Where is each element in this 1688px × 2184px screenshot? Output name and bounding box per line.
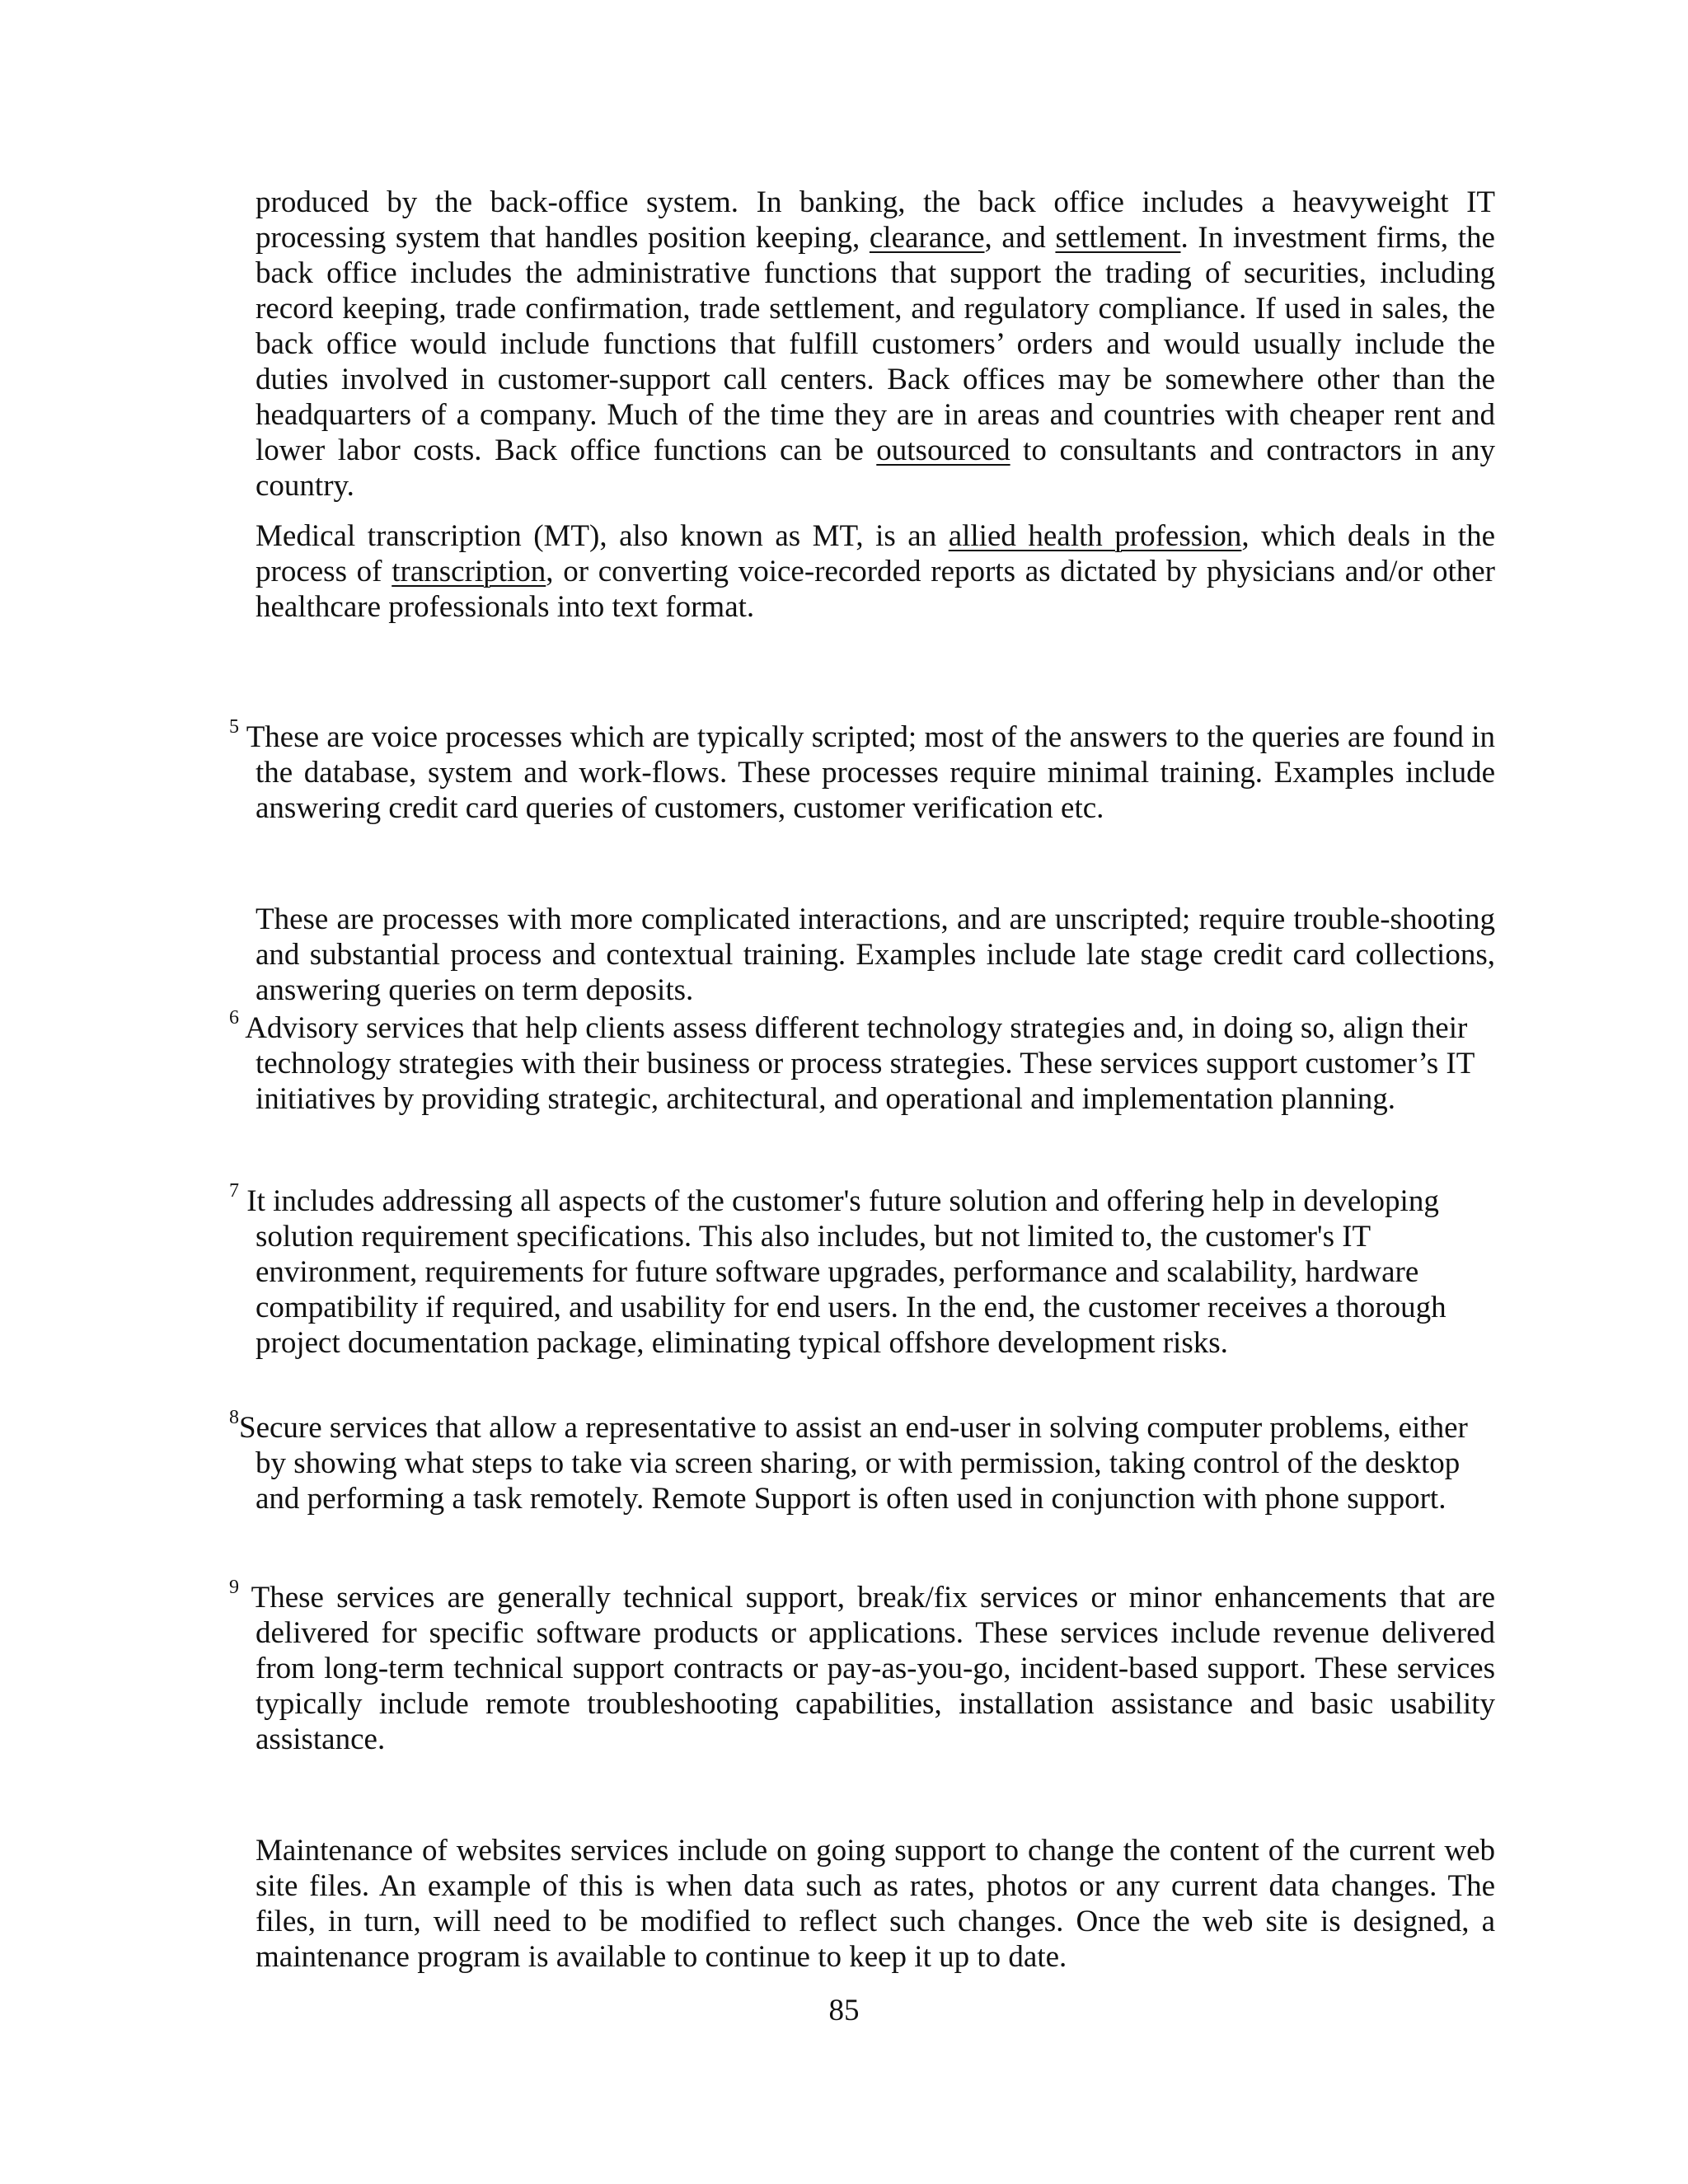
paragraph-back-office [256, 185, 1495, 504]
footnote-8 [229, 1380, 1495, 1547]
footnote-text: Advisory services that help clients assess different technology strategies and, in doing so, align their technology strategies with their business or process strategies. These services support customer’s IT initiatives by providing strategic, architectural, and operational and implementation planning. [239, 1011, 1475, 1116]
footnote-7 [229, 1153, 1495, 1391]
text-run: to consultants and contractors in any country. [256, 434, 1495, 503]
footnote-9-paragraph-2: Maintenance of websites services include on going support to change the content of the current web site files. An example of this is when data such as rates, photos or any current data changes. The files, in turn, will need to be modified to reflect such changes. Once the web site is designed, a maintenance program is available to continue to keep it up to date. [256, 1834, 1495, 1974]
footnote-marker: 8 [229, 1406, 239, 1428]
footnote-marker: 7 [229, 1179, 239, 1202]
footnote-9 [229, 1549, 1495, 2005]
footnote-marker: 9 [229, 1576, 239, 1598]
body-text [256, 185, 1495, 625]
footnote-text: These services are generally technical support, break/fix services or minor enhancements that are delivered for specific software products or applications. These services include revenue delivered from long-term technical support contracts or pay-as-you-go, incident-based support. These services typically include remote troubleshooting capabilities, installation assistance and basic usability assistance. [239, 1581, 1495, 1756]
text-run: Medical transcription (MT), also known as MT, is an [256, 519, 949, 553]
text-run: , which deals in the process of [256, 519, 1496, 588]
footnote-5-paragraph-1 [229, 715, 1495, 826]
link-settlement[interactable]: settlement [1055, 221, 1181, 255]
footnote-6 [229, 980, 1495, 1147]
footnote-7-paragraph-1 [229, 1179, 1459, 1361]
link-outsourced[interactable]: outsourced [876, 434, 1010, 467]
text-run: . In investment firms, the back office includes the administrative functions that support the trading of securities, including record keeping, trade confirmation, trade settlement, and regulatory compliance. If used in sales, the back office would include functions that fulfill customers’ orders and would usually include the duties involved in customer-support call centers. Back offices may be somewhere other than the headquarters of a company. Much of the time they are in areas and countries with cheaper rent and lower labor costs. Back office functions can be [256, 221, 1495, 467]
page-number: 85 [828, 1994, 860, 2027]
footnote-9-paragraph-1 [229, 1576, 1495, 1757]
link-transcription[interactable]: transcription [392, 555, 546, 588]
footnote-marker: 6 [229, 1006, 239, 1029]
footnote-6-paragraph-1 [229, 1006, 1495, 1117]
footnote-text: These are voice processes which are typically scripted; most of the answers to the queries are found in the database, system and work-flows. These processes require minimal training. Examples include answering credit card queries of customers, customer verification etc. [239, 720, 1495, 825]
text-run: produced by the back-office system. In banking, the back office includes a heavyweight IT processing system that handles position keeping, [256, 185, 1495, 255]
text-run: , or converting voice-recorded reports as dictated by physicians and/or other healthcare professionals into text format. [256, 555, 1495, 624]
footnote-text: Secure services that allow a representative to assist an end-user in solving computer problems, either by showing what steps to take via screen sharing, or with permission, taking control of the desktop and performing a task remotely. Remote Support is often used in conjunction with phone support. [239, 1411, 1468, 1516]
link-allied-health-profession[interactable]: allied health profession [948, 519, 1242, 553]
link-clearance[interactable]: clearance [869, 221, 985, 255]
paragraph-medical-transcription [256, 518, 1495, 625]
footnote-5-paragraph-2: These are processes with more complicated interactions, and are unscripted; require trouble-shooting and substantial process and contextual training. Examples include late stage credit card collections, answering queries on term deposits. [256, 902, 1495, 1007]
footnote-marker: 5 [229, 715, 239, 738]
footnote-8-paragraph-1 [229, 1406, 1495, 1516]
footnote-text: It includes addressing all aspects of the customer's future solution and offering help in developing solution requirement specifications. This also includes, but not limited to, the customer's IT environment, requirements for future software upgrades, performance and scalability, hardware compatibility if required, and usability for end users. In the end, the customer receives a thorough project documentation package, eliminating typical offshore development risks. [239, 1184, 1447, 1360]
text-run: , and [984, 221, 1056, 255]
